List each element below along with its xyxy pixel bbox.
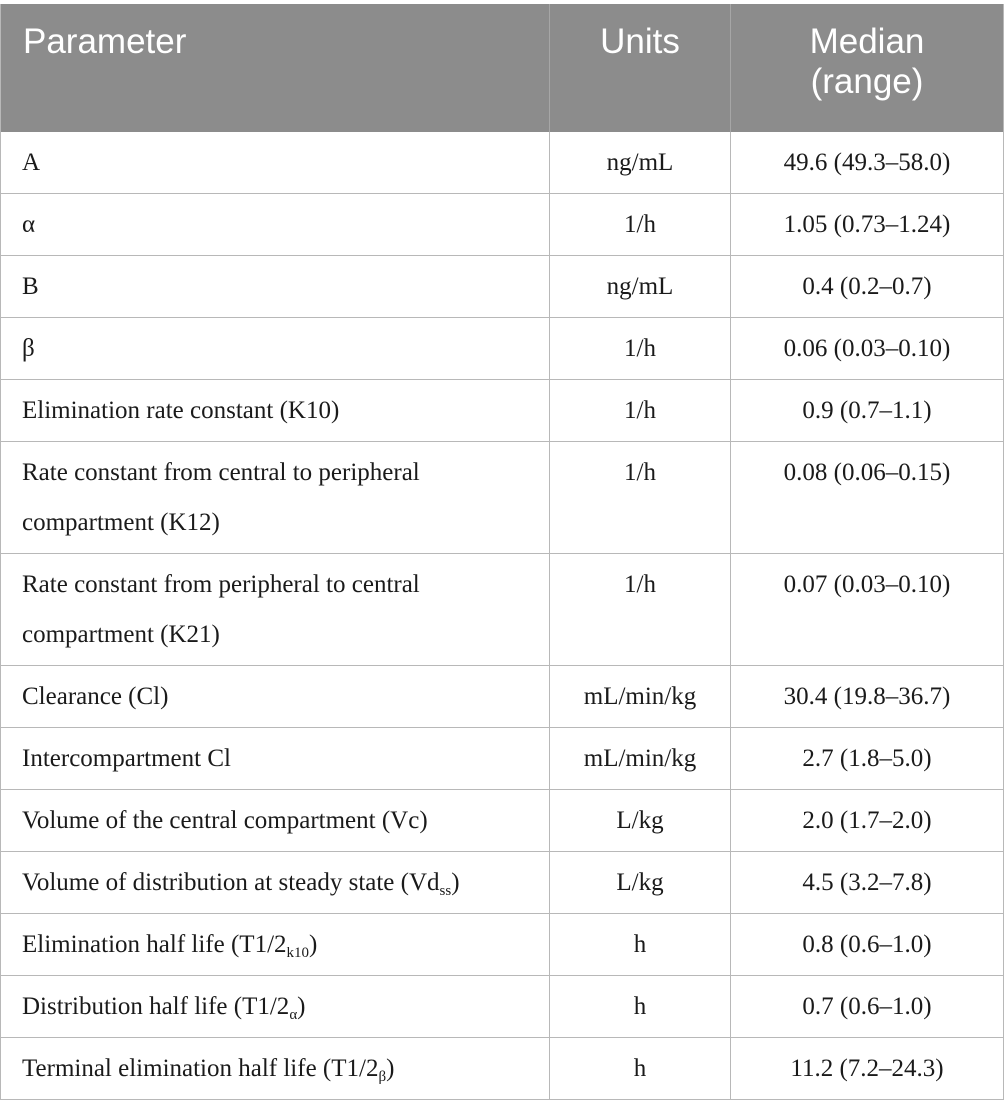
- parameter-suffix: ): [297, 993, 306, 1020]
- parameter-subscript: α: [289, 1007, 298, 1023]
- units-cell: L/kg: [550, 790, 731, 852]
- parameter-cell: [1, 380, 550, 442]
- parameter-name: Clearance (Cl): [22, 683, 169, 710]
- parameter-cell: [1, 914, 550, 976]
- table-header: [1, 4, 1004, 132]
- parameter-cell: [1, 976, 550, 1038]
- median-range-cell: 49.6 (49.3–58.0): [731, 132, 1004, 194]
- parameter-name: A: [22, 149, 41, 176]
- table-row: [1, 666, 1004, 728]
- pharmacokinetic-parameters-table: [0, 4, 1004, 1100]
- table-row: [1, 132, 1004, 194]
- median-range-cell: 0.06 (0.03–0.10): [731, 318, 1004, 380]
- median-range-cell: 30.4 (19.8–36.7): [731, 666, 1004, 728]
- median-range-cell: 2.7 (1.8–5.0): [731, 728, 1004, 790]
- table-row: [1, 1038, 1004, 1100]
- units-cell: ng/mL: [550, 132, 731, 194]
- units-cell: mL/min/kg: [550, 666, 731, 728]
- median-range-cell: 4.5 (3.2–7.8): [731, 852, 1004, 914]
- units-cell: 1/h: [550, 318, 731, 380]
- header-median-range: [731, 4, 1004, 132]
- parameter-cell: [1, 554, 550, 666]
- header-row: [1, 4, 1004, 132]
- median-range-cell: 0.08 (0.06–0.15): [731, 442, 1004, 554]
- parameter-name: Rate constant from peripheral to central compartment (K21): [22, 571, 420, 648]
- table-body: [1, 132, 1004, 1100]
- parameter-name: B: [22, 273, 39, 300]
- parameter-suffix: ): [386, 1055, 395, 1082]
- median-range-cell: 0.9 (0.7–1.1): [731, 380, 1004, 442]
- units-cell: 1/h: [550, 554, 731, 666]
- parameter-name: Terminal elimination half life (T1/2: [22, 1055, 379, 1082]
- table-row: [1, 554, 1004, 666]
- parameter-cell: [1, 852, 550, 914]
- median-range-cell: 1.05 (0.73–1.24): [731, 194, 1004, 256]
- parameter-suffix: ): [451, 869, 460, 896]
- median-range-cell: 2.0 (1.7–2.0): [731, 790, 1004, 852]
- parameter-cell: [1, 442, 550, 554]
- table-row: [1, 914, 1004, 976]
- parameter-subscript: ss: [439, 883, 452, 899]
- parameter-name: β: [22, 335, 35, 362]
- header-median-line1: Median: [809, 22, 925, 61]
- units-cell: h: [550, 1038, 731, 1100]
- units-cell: L/kg: [550, 852, 731, 914]
- table-row: [1, 256, 1004, 318]
- median-range-cell: 0.07 (0.03–0.10): [731, 554, 1004, 666]
- parameter-subscript: k10: [286, 945, 310, 961]
- header-units: Units: [550, 4, 731, 132]
- units-cell: h: [550, 914, 731, 976]
- parameter-cell: [1, 256, 550, 318]
- header-median-line2: (range): [810, 62, 924, 101]
- parameter-name: Rate constant from central to peripheral compartment (K12): [22, 459, 420, 536]
- units-cell: mL/min/kg: [550, 728, 731, 790]
- parameter-name: Intercompartment Cl: [22, 745, 231, 772]
- median-range-cell: 0.8 (0.6–1.0): [731, 914, 1004, 976]
- units-cell: 1/h: [550, 380, 731, 442]
- parameter-name: Distribution half life (T1/2: [22, 993, 290, 1020]
- parameter-name: Elimination rate constant (K10): [22, 397, 340, 424]
- parameter-name: Volume of the central compartment (Vc): [22, 807, 428, 834]
- units-cell: 1/h: [550, 442, 731, 554]
- table-row: [1, 976, 1004, 1038]
- table-row: [1, 790, 1004, 852]
- table-row: [1, 442, 1004, 554]
- parameter-cell: [1, 790, 550, 852]
- table-row: [1, 318, 1004, 380]
- parameter-name: Elimination half life (T1/2: [22, 931, 287, 958]
- parameter-suffix: ): [309, 931, 318, 958]
- median-range-cell: 11.2 (7.2–24.3): [731, 1038, 1004, 1100]
- parameter-cell: [1, 194, 550, 256]
- parameter-name: α: [22, 211, 36, 238]
- parameter-cell: [1, 132, 550, 194]
- table-row: [1, 728, 1004, 790]
- parameter-cell: [1, 666, 550, 728]
- parameter-cell: [1, 1038, 550, 1100]
- parameter-subscript: β: [378, 1069, 387, 1085]
- table-row: [1, 194, 1004, 256]
- parameter-cell: [1, 318, 550, 380]
- median-range-cell: 0.4 (0.2–0.7): [731, 256, 1004, 318]
- header-parameter: Parameter: [1, 4, 550, 132]
- units-cell: h: [550, 976, 731, 1038]
- table-row: [1, 380, 1004, 442]
- median-range-cell: 0.7 (0.6–1.0): [731, 976, 1004, 1038]
- units-cell: ng/mL: [550, 256, 731, 318]
- units-cell: 1/h: [550, 194, 731, 256]
- parameter-cell: [1, 728, 550, 790]
- parameter-name: Volume of distribution at steady state (Vd: [22, 869, 440, 896]
- table-row: [1, 852, 1004, 914]
